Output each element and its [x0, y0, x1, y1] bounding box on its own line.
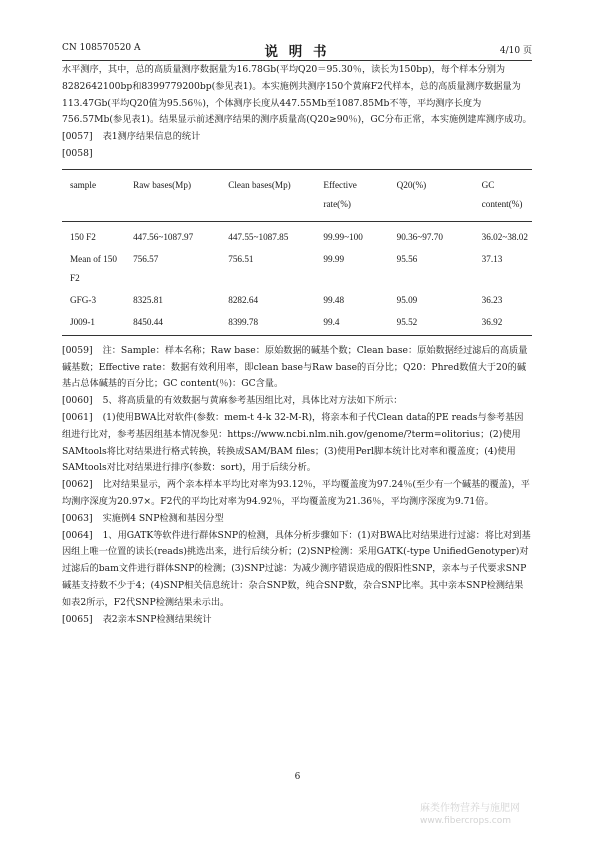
paragraph-0060: [0060] 5、将高质量的有效数据与黄麻参考基因组比对，具体比对方法如下所示： [62, 395, 403, 407]
table-cell: 447.55~1087.85 [228, 231, 289, 242]
table-cell: 447.56~1087.97 [133, 231, 194, 242]
col-header: Clean bases(Mp) [228, 179, 291, 190]
page-header [62, 40, 532, 60]
table-cell: 8399.78 [228, 316, 259, 327]
table-cell: 95.52 [396, 316, 418, 327]
watermark-text: 麻类作物营养与施肥网 [420, 803, 520, 814]
col-header: Q20(%) [396, 179, 427, 190]
table-cell: Mean of 150 F2 [70, 253, 117, 283]
paragraph-0057: [0057] 表1测序结果信息的统计 [62, 131, 201, 143]
paragraph-0064: [0064] 1、用GATK等软件进行群体SNP的检测，具体分析步骤如下：(1)对BWA比对结果进行过滤：将比对到基因组上唯一位置的读长(reads)挑选出来，进行后续分析；(2)SNP检测：采用GATK(-type UnifiedGenotyper)对过滤后的bam文件进行群体SNP的检测；(3)SNP过滤：为减少测序错误造成的假阳性SNP，亲本与子代要求SNP碱基支持数不少于4；(4)SNP相关信息统计：杂合SNP数，纯合SNP数，杂合SNP比率。其中亲本SNP检测结果如表2所示，F2代SNP检测结果未示出。 [62, 529, 531, 608]
paragraph-0062: [0062] 比对结果显示，两个亲本样本平均比对率为93.12％，平均覆盖度为97.24％(至少有一个碱基的覆盖)，平均测序深度为20.97×。F2代的平均比对率为94.92％，平均覆盖度为21.36％，平均测序深度为9.71倍。 [62, 479, 530, 507]
table-cell: GFG-3 [70, 294, 97, 305]
doc-title: 说 明 书 [264, 44, 330, 60]
table-cell: 756.51 [228, 253, 254, 264]
table-cell: 8282.64 [228, 294, 259, 305]
table-cell: 36.02~38.02 [481, 231, 528, 242]
paragraph-tag: [0059] [62, 344, 93, 356]
paragraph-0063: [0063] 实施例4 SNP检测和基因分型 [62, 512, 224, 524]
table-header-row [62, 169, 532, 221]
document-body [62, 62, 532, 628]
col-header: Effective rate(%) [323, 179, 357, 209]
table-cell: 756.57 [133, 253, 159, 264]
table-row [62, 221, 532, 250]
col-header: sample [70, 179, 97, 190]
watermark [420, 803, 520, 827]
page-number: 6 [294, 772, 301, 782]
table-cell: 36.23 [481, 294, 503, 305]
col-header: GC content(%) [481, 179, 523, 209]
doc-number: CN 108570520 A [62, 43, 141, 53]
table-row [62, 250, 532, 291]
paragraph-0058 [62, 146, 532, 163]
watermark-url: www.fibercrops.com [420, 816, 511, 826]
table-cell: 99.99~100 [323, 231, 363, 242]
paragraph-0065: [0065] 表2亲本SNP检测结果统计 [62, 613, 212, 625]
table-cell: 99.99 [323, 253, 345, 264]
paragraph-tag: [0061] [62, 411, 93, 423]
paragraph-tag: [0063] [62, 512, 93, 524]
paragraph-0061: [0061] (1)使用BWA比对软件(参数：mem-t 4-k 32-M-R)，将亲本和子代Clean data的PE reads与参考基因组进行比对，参考基因组基本情况参见：https://www.ncbi.nlm.nih.gov/genome/?term=olitorius；(2)使用SAMtools将比对结果进行格式转换，转换成SAM/BAM files；(3)使用Perl脚本统计比对率和覆盖度；(4)使用SAMtools对比对结果进行排序(参数：sort)，用于后续分析。 [62, 411, 524, 474]
paragraph-tag: [0064] [62, 529, 93, 541]
sequencing-results-table [62, 169, 532, 336]
table-cell: 150 F2 [70, 231, 96, 242]
col-header: Raw bases(Mp) [133, 179, 191, 190]
paragraph-tag: [0062] [62, 479, 93, 491]
paragraph-continued: 水平测序，其中，总的高质量测序数据量为16.78Gb(平均Q20＝95.30％，读长为150bp)，每个样本分别为8282642100bp和8399779200bp(参见表1)。本实施例共测序150个黄麻F2代样本，总的高质量测序数据量为113.47Gb(平均Q20值为95.56％)，个体测序长度从447.55Mb至1087.85Mb不等，平均测序长度为756.57Mb(参见表1)。结果显示前述测序结果的测序质量高(Q20≥90％)，GC分布正常，本实施例建库测序成功。 [62, 64, 532, 126]
table-cell: 99.4 [323, 316, 340, 327]
table-cell: 8450.44 [133, 316, 163, 327]
table-row [62, 313, 532, 336]
table-cell: 99.48 [323, 294, 345, 305]
table-cell: 95.56 [396, 253, 418, 264]
paragraph-0059: [0059] 注：Sample：样本名称；Raw base：原始数据的碱基个数；Clean base：原始数据经过滤后的高质量碱基数；Effective rate：数据有效利用率，即clean base与Raw base的百分比；Q20：Phred数值大于20的碱基占总体碱基的百分比；GC content(％)：GC含量。 [62, 344, 528, 390]
paragraph-tag: [0058] [62, 147, 93, 159]
header-rule [62, 60, 532, 61]
page-info: 4/10 页 [499, 46, 532, 56]
table-cell: 36.92 [481, 316, 503, 327]
table-cell: 95.09 [396, 294, 418, 305]
table-cell: J009-1 [70, 316, 96, 327]
table-cell: 90.36~97.70 [396, 231, 443, 242]
paragraph-tag: [0060] [62, 395, 93, 407]
table-row [62, 291, 532, 313]
paragraph-tag: [0065] [62, 613, 93, 625]
table-cell: 8325.81 [133, 294, 163, 305]
paragraph-tag: [0057] [62, 131, 93, 143]
table-cell: 37.13 [481, 253, 503, 264]
